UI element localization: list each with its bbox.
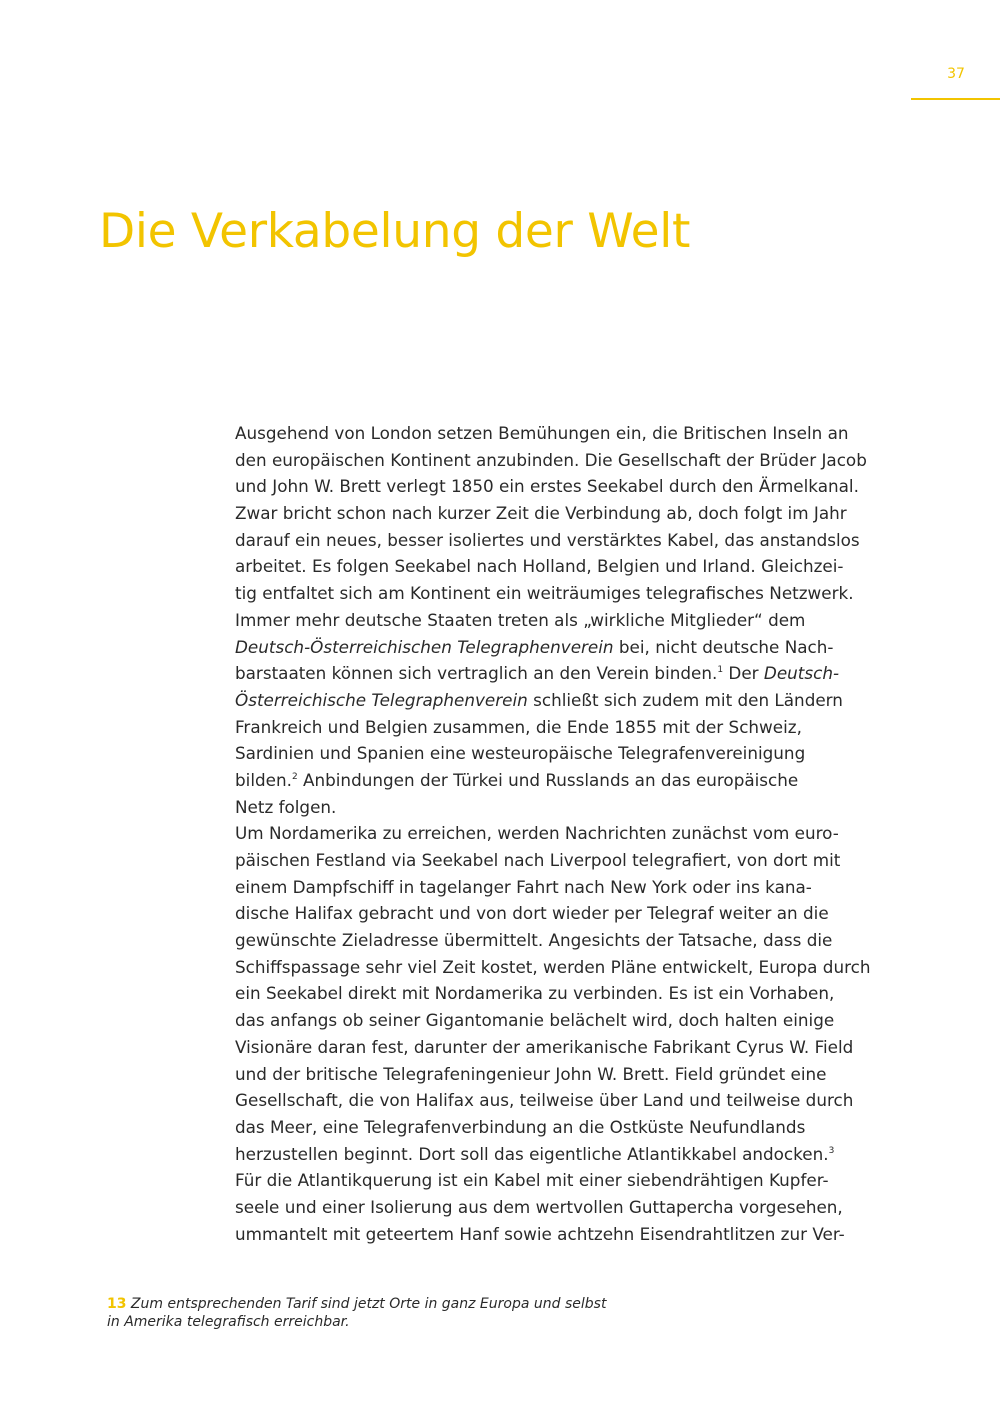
line-text: Anbindungen der Türkei und Russlands an das europäische [297,769,799,790]
body-line: dische Halifax gebracht und von dort wieder per Telegraf weiter an die [235,903,829,924]
body-line: und der britische Telegrafeningenieur John W. Brett. Field gründet eine [235,1063,827,1084]
body-line: seele und einer Isolierung aus dem wertvollen Guttapercha vorgesehen, [235,1196,843,1217]
footnote [107,1295,667,1331]
footnote-line: in Amerika telegrafisch erreichbar. [107,1314,350,1330]
body-line: Immer mehr deutsche Staaten treten als „wirkliche Mitglieder“ dem [235,609,806,630]
footnote-text: Zum entsprechenden Tarif sind jetzt Orte in ganz Europa und selbst [126,1296,607,1312]
line-text: bei, nicht deutsche Nach- [613,636,834,657]
body-line: Sardinien und Spanien eine westeuropäische Telegrafenvereinigung [235,743,806,764]
body-line: arbeitet. Es folgen Seekabel nach Holland, Belgien und Irland. Gleichzei- [235,556,844,577]
body-line: Für die Atlantikquerung ist ein Kabel mit einer siebendrähtigen Kupfer- [235,1170,829,1191]
line-text: bilden. [235,769,292,790]
body-line: darauf ein neues, besser isoliertes und verstärktes Kabel, das anstandslos [235,529,860,550]
chapter-title: Die Verkabelung der Welt [99,204,691,259]
line-text: barstaaten können sich vertraglich an den Verein binden. [235,663,718,684]
italic-term: Österreichische Telegraphenverein [235,689,528,710]
body-line [235,687,915,714]
body-line: ein Seekabel direkt mit Nordamerika zu verbinden. Es ist ein Vorhaben, [235,983,835,1004]
footnote-ref: 3 [828,1145,835,1156]
body-line: den europäischen Kontinent anzubinden. Die Gesellschaft der Brüder Jacob [235,449,867,470]
body-line: Visionäre daran fest, darunter der amerikanische Fabrikant Cyrus W. Field [235,1036,854,1057]
footnote-number: 13 [107,1296,127,1312]
body-line: Zwar bricht schon nach kurzer Zeit die Verbindung ab, doch folgt im Jahr [235,503,847,524]
line-text: herzustellen beginnt. Dort soll das eigentliche Atlantikkabel andocken. [235,1143,829,1164]
body-text [235,420,915,1247]
body-line [235,1141,915,1168]
body-line [235,767,915,794]
body-line: tig entfaltet sich am Kontinent ein weiträumiges telegrafisches Netzwerk. [235,583,854,604]
footnote-ref: 2 [291,771,298,782]
italic-term: Deutsch-Österreichischen Telegraphenverein [235,636,614,657]
body-line: einem Dampfschiff in tagelanger Fahrt nach New York oder ins kana- [235,876,812,897]
body-line: gewünschte Zieladresse übermittelt. Angesichts der Tatsache, dass die [235,930,833,951]
body-line: Um Nordamerika zu erreichen, werden Nachrichten zunächst vom euro- [235,823,839,844]
body-line [235,634,915,661]
footnote-line [107,1295,667,1313]
body-line: das anfangs ob seiner Gigantomanie belächelt wird, doch halten einige [235,1010,835,1031]
body-line [235,660,915,687]
body-line: Frankreich und Belgien zusammen, die Ende 1855 mit der Schweiz, [235,716,802,737]
body-line: Netz folgen. [235,796,337,817]
line-text: Der [723,663,764,684]
body-line: und John W. Brett verlegt 1850 ein erstes Seekabel durch den Ärmelkanal. [235,476,859,497]
body-line: päischen Festland via Seekabel nach Liverpool telegrafiert, von dort mit [235,850,841,870]
body-line: Schiffspassage sehr viel Zeit kostet, werden Pläne entwickelt, Europa durch [235,956,871,977]
body-line: das Meer, eine Telegrafenverbindung an die Ostküste Neufundlands [235,1116,806,1137]
italic-term: Deutsch- [763,663,840,684]
footnote-ref: 1 [717,665,724,676]
body-line: Ausgehend von London setzen Bemühungen ein, die Britischen Inseln an [235,423,849,443]
page-number-rule [911,98,1000,100]
body-line: ummantelt mit geteertem Hanf sowie achtzehn Eisendrahtlitzen zur Ver- [235,1223,845,1244]
line-text: schließt sich zudem mit den Ländern [527,689,843,710]
page-number: 37 [947,66,965,82]
body-line: Gesellschaft, die von Halifax aus, teilweise über Land und teilweise durch [235,1090,854,1111]
